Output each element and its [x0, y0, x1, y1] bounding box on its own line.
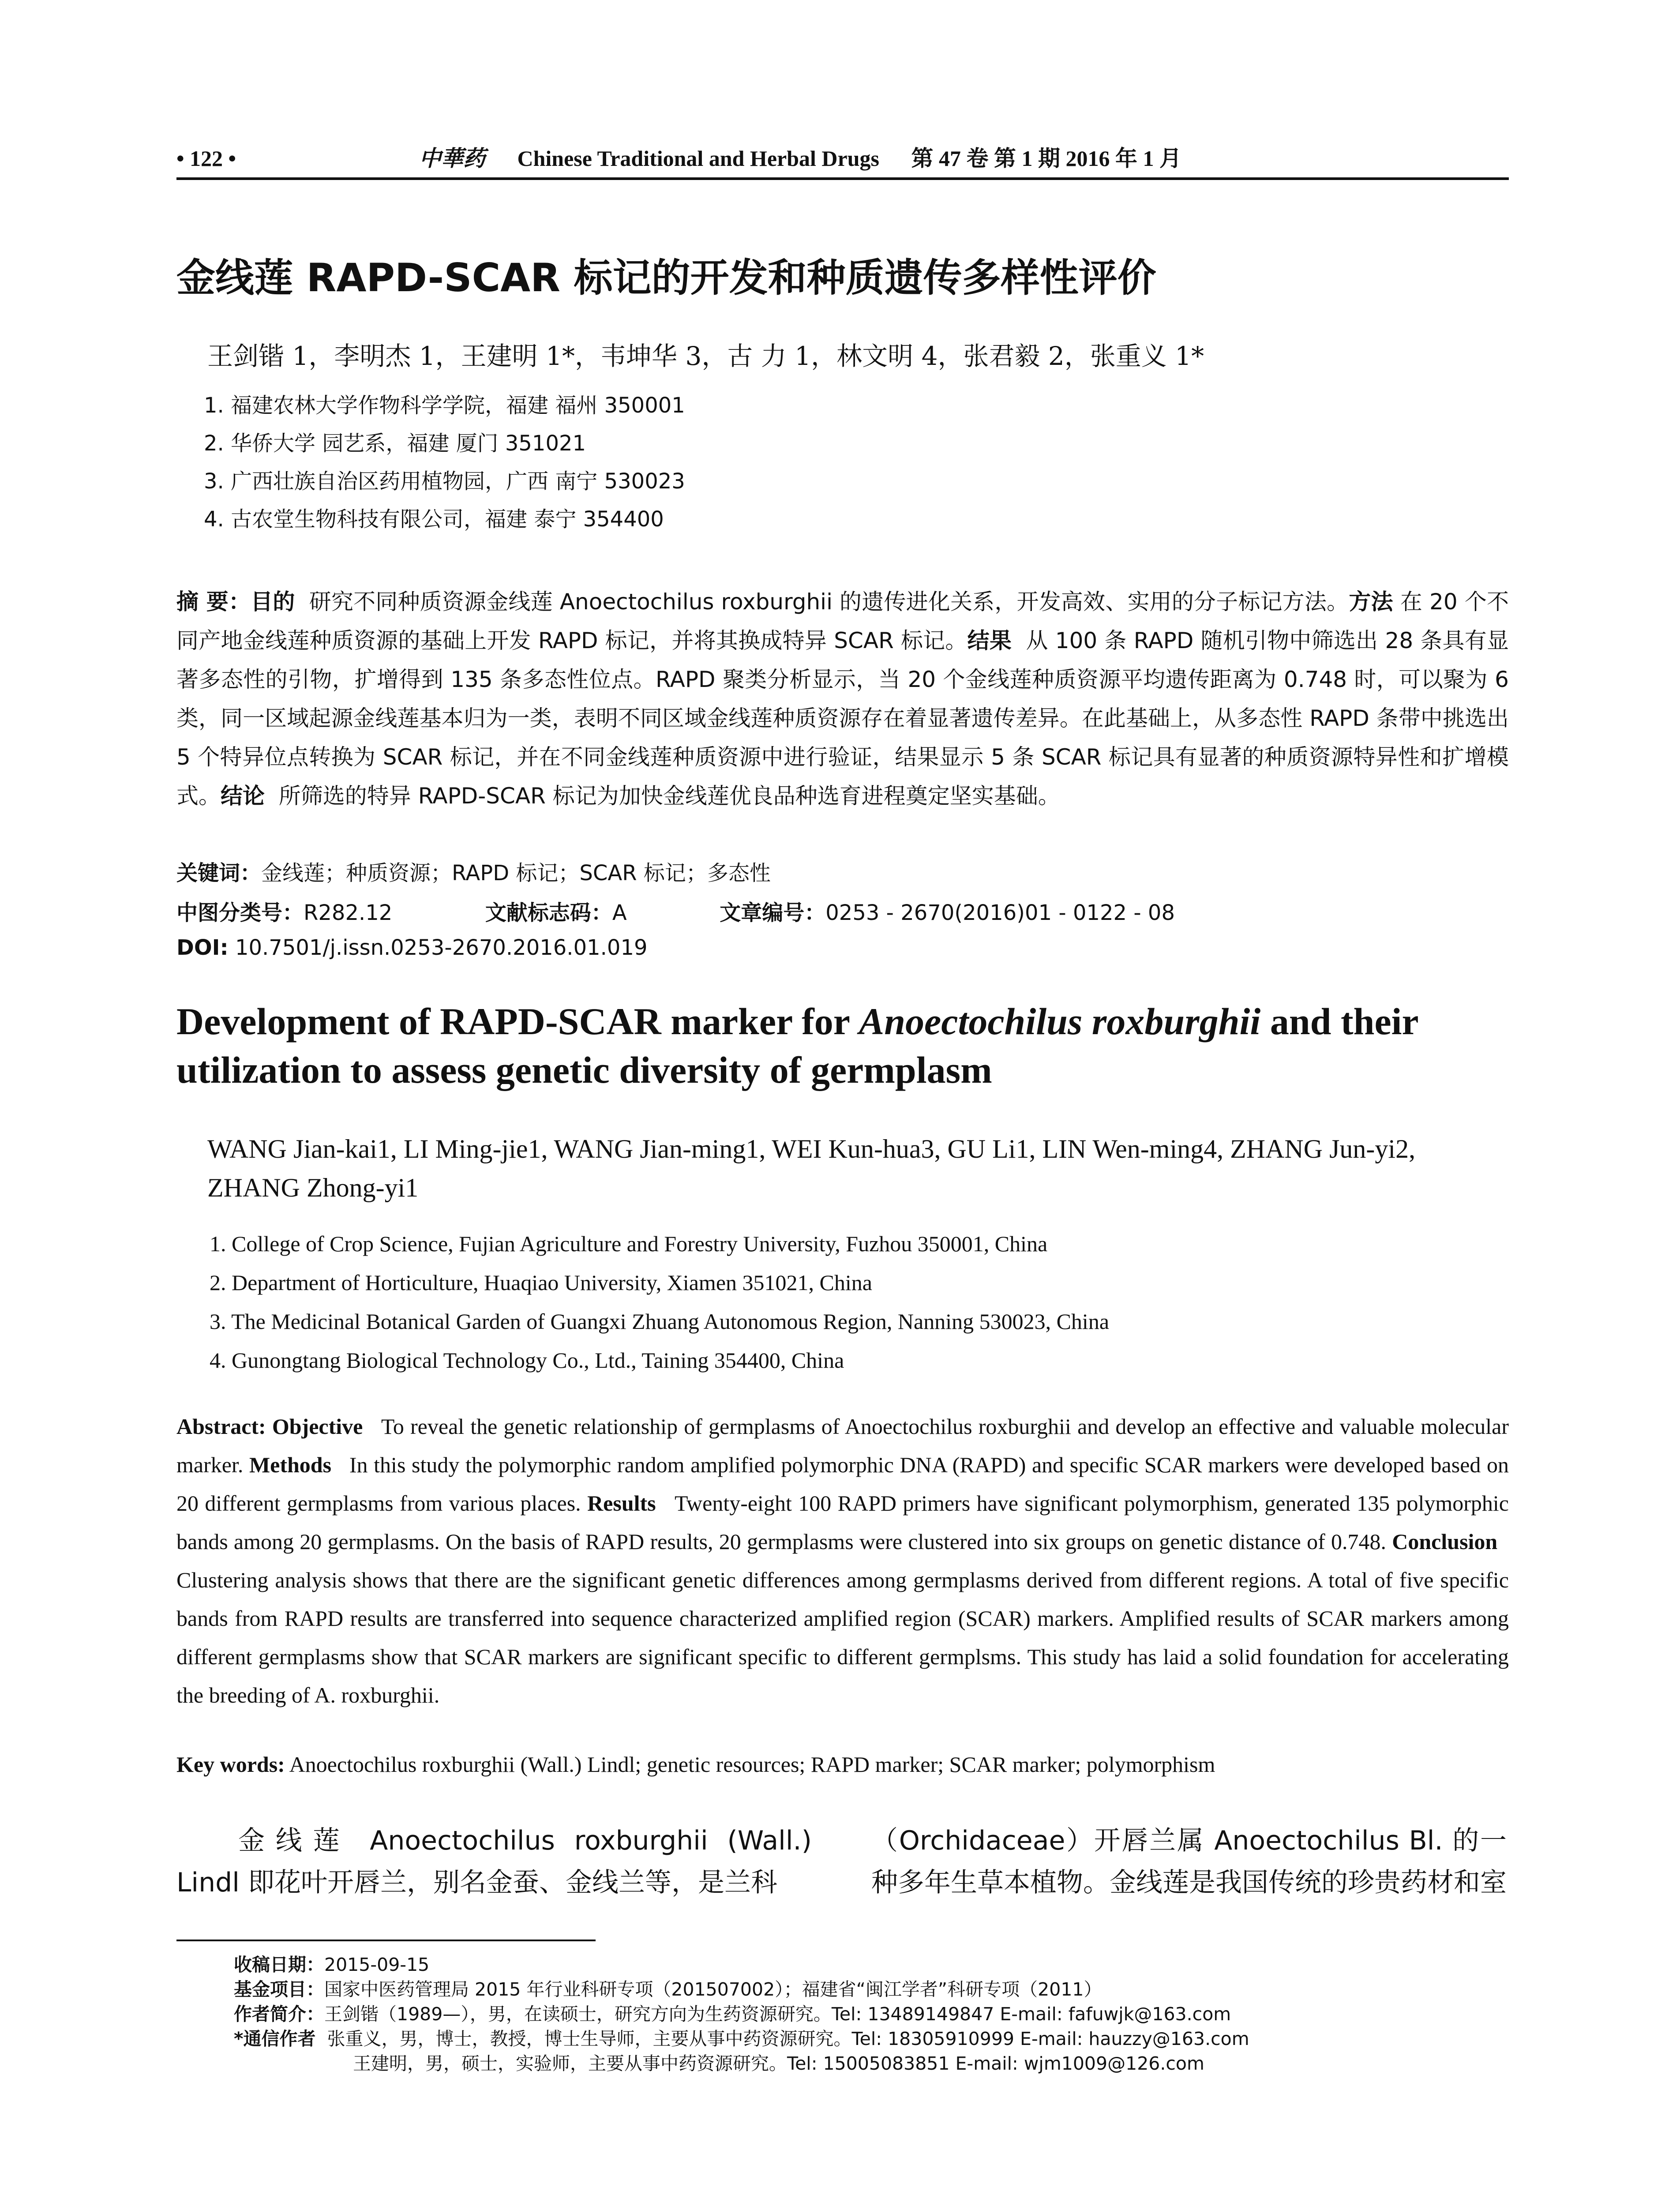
en-keywords	[176, 1752, 1215, 1777]
cn-abstract	[176, 582, 1509, 815]
cn-affiliation: 4. 古农堂生物科技有限公司，福建 泰宁 354400	[204, 507, 664, 532]
en-article-title	[176, 997, 1544, 1094]
doccode-label: 文献标志码：	[485, 900, 612, 925]
clc-value: R282.12	[304, 900, 393, 925]
en-affiliation: 4. Gunongtang Biological Technology Co., Ltd., Taining 354400, China	[210, 1348, 844, 1373]
en-affiliation: 1. College of Crop Science, Fujian Agriculture and Forestry University, Fuzhou 350001, China	[210, 1231, 1048, 1256]
en-title-text: and their utilization to assess genetic diversity of germplasm	[176, 1000, 1418, 1091]
footnote-text: 2015-09-15	[324, 1954, 430, 1975]
en-affiliation: 3. The Medicinal Botanical Garden of Guangxi Zhuang Autonomous Region, Nanning 530023, China	[210, 1309, 1110, 1334]
article-no-value: 0253 - 2670(2016)01 - 0122 - 08	[825, 900, 1175, 925]
running-header	[176, 140, 1509, 176]
en-results-text: Twenty-eight 100 RAPD primers have significant polymorphism, generated 135 polymorphic bands among 20 germplasms. On the basis of RAPD results, 20 germplasms were clustered into six groups on genetic distance of 0.748.	[176, 1491, 1509, 1554]
cn-objective-label: 目的	[251, 589, 295, 615]
footnote-label: 收稿日期：	[234, 1954, 324, 1975]
en-conclusion-label: Conclusion	[1392, 1529, 1498, 1554]
doccode-value: A	[612, 900, 627, 925]
cn-conclusion-text: 所筛选的特异 RAPD-SCAR 标记为加快金线莲优良品种选育进程奠定坚实基础。	[278, 783, 1060, 809]
footnote-label: 基金项目：	[234, 1979, 324, 2000]
cn-affiliation: 3. 广西壮族自治区药用植物园，广西 南宁 530023	[204, 469, 685, 494]
en-title-species: Anoectochilus roxburghii	[859, 1000, 1261, 1043]
footnote-corresponding	[234, 2024, 1249, 2050]
en-abstract	[176, 1407, 1509, 1715]
cn-classification	[176, 896, 1175, 926]
journal-name-en: Chinese Traditional and Herbal Drugs	[517, 146, 879, 171]
cn-results-text: 从 100 条 RAPD 随机引物中筛选出 28 条具有显著多态性的引物，扩增得到 135 条多态性位点。RAPD 聚类分析显示，当 20 个金线莲种质资源平均遗传距离为 0.748 时，可以聚为 6 类，同一区域起源金线莲基本归为一类，表明不同区域金线莲种质资源存在着显著遗传差异。在此基础上，从多态性 RAPD 条带中挑选出 5 个特异位点转换为 SCAR 标记，并在不同金线莲种质资源中进行验证，结果显示 5 条 SCAR 标记具有显著的种质资源特异性和扩增模式。	[176, 628, 1509, 809]
en-methods-label: Methods	[249, 1452, 332, 1477]
journal-name	[419, 140, 1181, 176]
en-results-label: Results	[587, 1491, 656, 1516]
cn-affiliation: 1. 福建农林大学作物科学学院，福建 福州 350001	[204, 393, 685, 418]
footnote-corresponding-2: 王建明，男，硕士，实验师，主要从事中药资源研究。Tel: 15005083851 E-mail: wjm1009@126.com	[353, 2053, 1204, 2074]
cn-affiliation: 2. 华侨大学 园艺系，福建 厦门 351021	[204, 431, 586, 456]
article-no-label: 文章编号：	[720, 900, 826, 925]
footnote-label: 作者简介：	[234, 2003, 324, 2025]
header-divider	[176, 177, 1509, 180]
en-methods-text: In this study the polymorphic random amplified polymorphic DNA (RAPD) and specific SCAR markers were developed based on 20 different germplasms from various places.	[176, 1452, 1509, 1516]
page-number: • 122 •	[176, 146, 236, 171]
cn-article-title: 金线莲 RAPD-SCAR 标记的开发和种质遗传多样性评价	[176, 255, 1156, 300]
footnote-funding	[234, 1975, 1102, 2001]
cn-author-list: 王剑锴 1，李明杰 1，王建明 1*，韦坤华 3，古 力 1，林文明 4，张君毅 2，张重义 1*	[207, 341, 1204, 371]
cn-conclusion-label: 结论	[221, 783, 265, 809]
cn-methods-label: 方法	[1349, 589, 1393, 615]
footnote-label: *通信作者	[234, 2028, 316, 2049]
footnote-text: 国家中医药管理局 2015 年行业科研专项（201507002）；福建省“闽江学者”科研专项（2011）	[324, 1979, 1102, 2000]
journal-name-cn: 中華药	[419, 146, 485, 171]
en-conclusion-text: Clustering analysis shows that there are the significant genetic differences among germplasms derived from different regions. A total of five specific bands from RAPD results are transferred into sequence characterized amplified region (SCAR) markers. Amplified results of SCAR markers among different germplasms show that SCAR markers are significant specific to different germplsms. This study has laid a solid foundation for accelerating the breeding of A. roxburghii.	[176, 1568, 1509, 1707]
footnote-received	[234, 1950, 429, 1976]
body-column-left: 金线莲 Anoectochilus roxburghii (Wall.) Lindl 即花叶开唇兰，别名金蚕、金线兰等，是兰科	[176, 1825, 812, 1898]
footnote-author-bio	[234, 2000, 1231, 2026]
doi-label: DOI:	[176, 935, 229, 960]
en-keywords-text: Anoectochilus roxburghii (Wall.) Lindl; genetic resources; RAPD marker; SCAR marker; polymorphism	[289, 1752, 1215, 1777]
journal-volume: 第 47 卷 第 1 期 2016 年 1 月	[911, 146, 1181, 171]
clc-label: 中图分类号：	[176, 900, 304, 925]
footnote-text: 王剑锴（1989—），男，在读硕士，研究方向为生药资源研究。Tel: 13489149847 E-mail: fafuwjk@163.com	[324, 2003, 1231, 2025]
en-objective-label: Objective	[272, 1414, 363, 1439]
en-abstract-label: Abstract:	[176, 1414, 266, 1439]
en-affiliation: 2. Department of Horticulture, Huaqiao University, Xiamen 351021, China	[210, 1270, 872, 1295]
cn-keywords	[176, 856, 771, 886]
footnote-divider	[176, 1940, 596, 1941]
doi-line	[176, 935, 648, 960]
cn-objective-text: 研究不同种质资源金线莲 Anoectochilus roxburghii 的遗传进化关系，开发高效、实用的分子标记方法。	[309, 589, 1349, 615]
cn-methods-text: 在 20 个不同产地金线莲种质资源的基础上开发 RAPD 标记，并将其换成特异 SCAR 标记。	[176, 589, 1509, 653]
cn-results-label: 结果	[967, 628, 1012, 653]
cn-keywords-text: 金线莲；种质资源；RAPD 标记；SCAR 标记；多态性	[261, 861, 771, 885]
en-title-text: Development of RAPD-SCAR marker for	[176, 1000, 859, 1043]
body-column-right: （Orchidaceae）开唇兰属 Anoectochilus Bl. 的一种多年生草本植物。金线莲是我国传统的珍贵药材和室	[871, 1825, 1507, 1898]
en-keywords-label: Key words:	[176, 1752, 285, 1777]
en-objective-text: To reveal the genetic relationship of germplasms of Anoectochilus roxburghii and develop an effective and valuable molecular marker.	[176, 1414, 1509, 1477]
cn-keywords-label: 关键词：	[176, 861, 262, 885]
en-author-list: WANG Jian-kai1, LI Ming-jie1, WANG Jian-ming1, WEI Kun-hua3, GU Li1, LIN Wen-ming4, ZHANG Jun-yi2, ZHANG Zhong-yi1	[207, 1134, 1416, 1202]
footnote-text: 张重义，男，博士，教授，博士生导师，主要从事中药资源研究。Tel: 18305910999 E-mail: hauzzy@163.com	[327, 2028, 1249, 2049]
cn-abstract-label: 摘 要：	[176, 589, 251, 615]
doi-value: 10.7501/j.issn.0253-2670.2016.01.019	[235, 935, 648, 960]
